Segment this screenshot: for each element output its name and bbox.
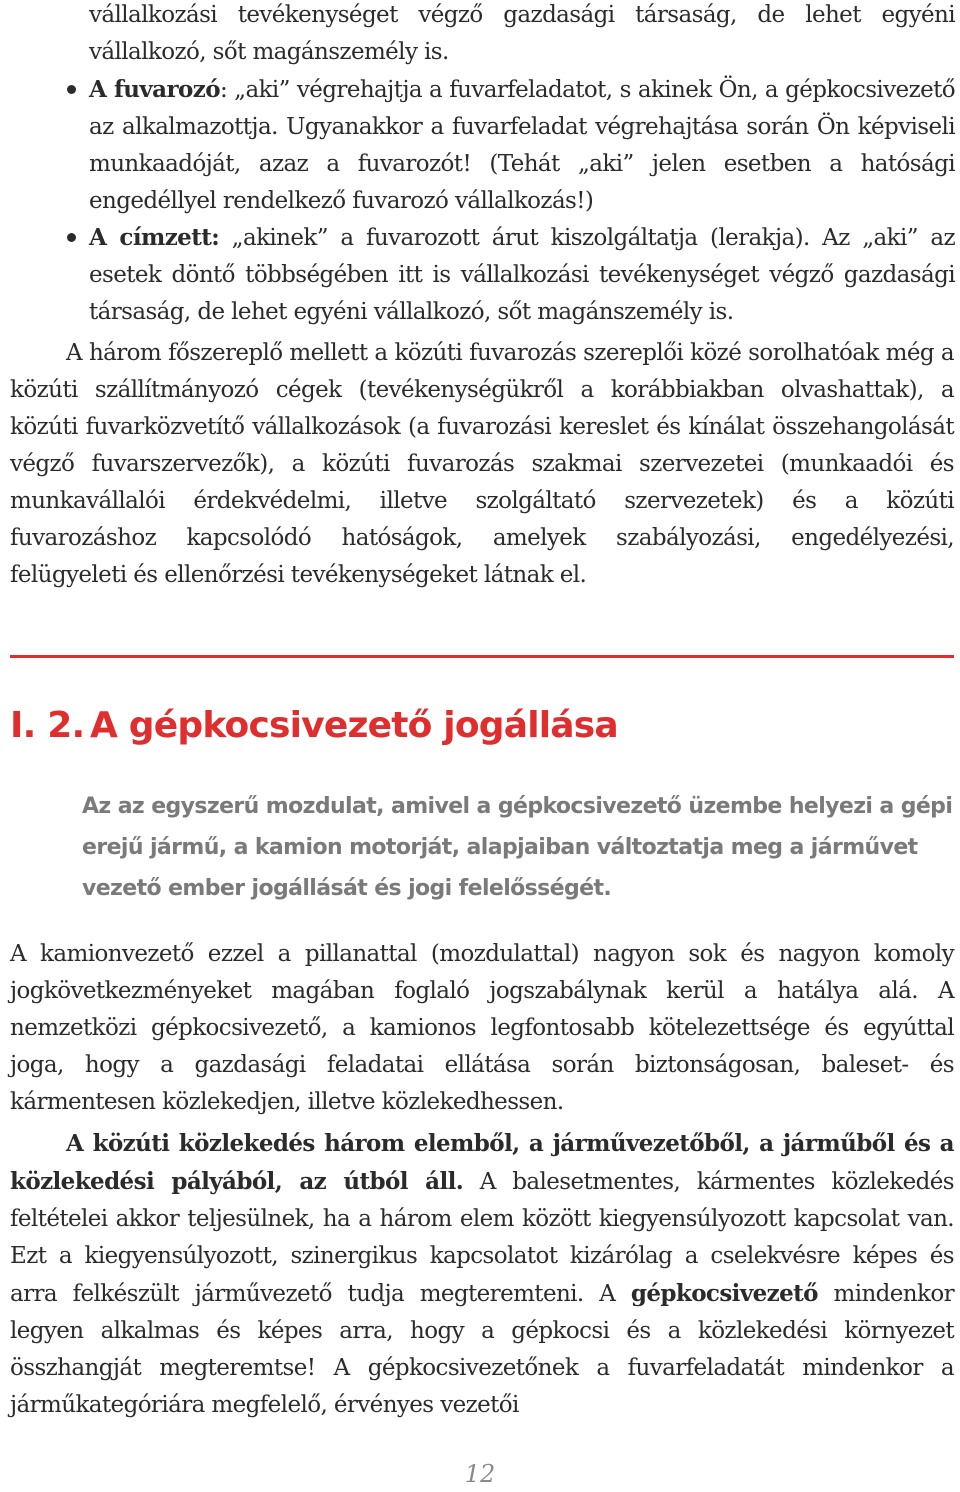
bullet-item-cimzett <box>89 219 955 331</box>
section-heading <box>10 705 618 746</box>
section-lead <box>82 786 954 909</box>
paragraph-bold-term: gépkocsivezető <box>630 1280 818 1307</box>
section-lead-text: Az az egyszerű mozdulat, amivel a gépkocsivezető üzembe helyezi a gépi erejű jármű, a kamion motorját, alapjaiban változtatja meg a járművet vezető ember jogállását és jogi felelősségét. <box>82 794 953 901</box>
bullet-term-cimzett: A címzett: <box>89 224 220 251</box>
paragraph-text-a: A balesetmentes, kármentes közlekedés feltételei akkor teljesülnek, ha a három elem között kiegyensúlyozott kapcsolat van. Ezt a kiegyensúlyozott, szinergikus kapcsolatot kizárólag a cselekvésre képes és arra felkészült járművezető tudja megteremteni. A <box>10 1169 954 1307</box>
bullet-continuation-text: vállalkozási tevékenységet végző gazdasági társaság, de lehet egyéni vállalkozó, sőt magánszemély is. <box>89 2 955 65</box>
bullet-dot-icon <box>67 85 76 94</box>
paragraph-szereplok-text: A három főszereplő mellett a közúti fuvarozás szereplői közé sorolhatóak még a közúti szállítmányozó cégek (tevékenységükről a korábbiakban olvashattak), a közúti fuvarközvetítő vállalkozások (a fuvarozási kereslet és kínálat összehangolását végző fuvarszervezők), a közúti fuvarozás szakmai szervezetei (munkaadói és munkavállalói érdekvédelmi, illetve szolgáltató szervezetek) és a közúti fuvarozáshoz kapcsolódó hatóságok, amelyek szabályozási, engedélyezési, felügyeleti és ellenőrzési tevékenységeket látnak el. <box>10 340 954 588</box>
bullet-dot-icon <box>67 233 76 242</box>
bullet-term-fuvarozo: A fuvarozó <box>89 76 220 103</box>
bullet-item-fuvarozo <box>89 71 955 220</box>
section-divider <box>10 655 954 658</box>
paragraph-kamionvezeto-text: A kamionvezető ezzel a pillanattal (mozdulattal) nagyon sok és nagyon komoly jogkövetkezményeket magában foglaló jogszabálynak kerül a hatálya alá. A nemzetközi gépkocsivezető, a kamionos legfontosabb kötelezettsége és egyúttal joga, hogy a gazdasági feladatai ellátása során biztonságosan, baleset- és kármentesen közlekedjen, illetve közlekedhessen. <box>10 941 954 1115</box>
bullet-text-cimzett: „akinek” a fuvarozott árut kiszolgáltatja (lerakja). Az „aki” az esetek döntő többségében itt is vállalkozási tevékenységet végző gazdasági társaság, de lehet egyéni vállalkozó, sőt magánszemély is. <box>89 225 955 325</box>
page-number: 12 <box>464 1460 496 1488</box>
bullet-continuation <box>89 0 955 71</box>
section-number: I. 2. <box>10 705 85 746</box>
section-title: A gépkocsivezető jogállása <box>90 705 618 746</box>
paragraph-szereplok <box>10 335 954 594</box>
paragraph-text-b: mindenkor legyen alkalmas és képes arra, hogy a gépkocsi és a közlekedési környezet összhangját megteremtse! A gépkocsivezetőnek a fuvarfeladatát mindenkor a járműkategóriára megfelelő, érvényes vezetői <box>10 1281 954 1418</box>
paragraph-kozuti-kozlekedes <box>10 1125 954 1424</box>
paragraph-bold-lead: A közúti közlekedés három elemből, a járművezetőből, a járműből és a közlekedési pályából, az útból áll. <box>10 1130 954 1195</box>
bullet-text-fuvarozo: : „aki” végrehajtja a fuvarfeladatot, s akinek Ön, a gépkocsivezető az alkalmazottja. Ugyanakkor a fuvarfeladat végrehajtása során Ön képviseli munkaadóját, azaz a fuvarozót! (Tehát „aki” jelen esetben a hatósági engedéllyel rendelkező fuvarozó vállalkozás!) <box>89 77 955 214</box>
paragraph-kamionvezeto <box>10 936 954 1121</box>
